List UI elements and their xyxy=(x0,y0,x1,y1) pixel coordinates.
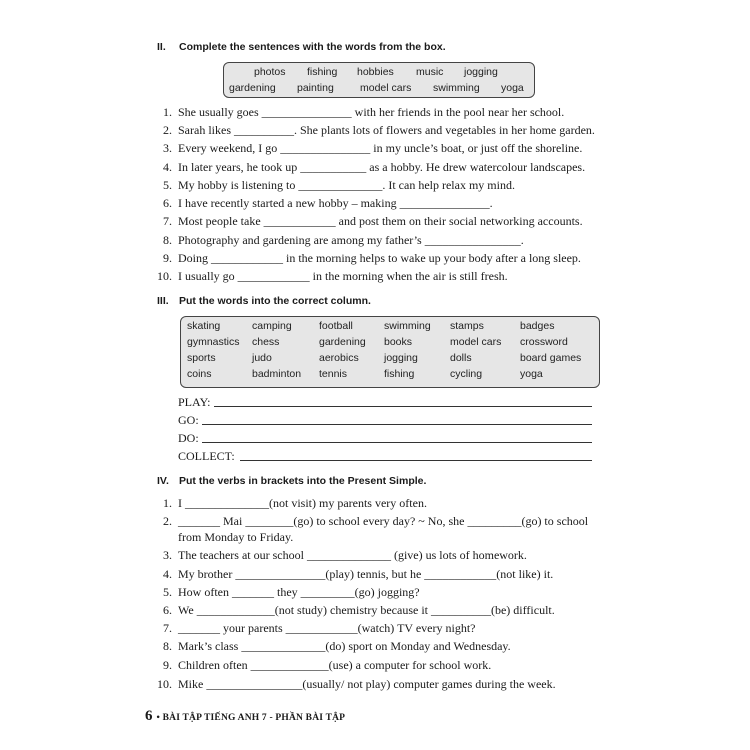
box-word: football xyxy=(319,320,353,332)
word-box-section-2 xyxy=(223,62,535,98)
box-word: board games xyxy=(520,352,582,364)
box-word: cycling xyxy=(450,368,483,380)
exercise-item: 10. Mike ________________(usually/ not play) computer games during the week. xyxy=(157,677,556,691)
answer-line[interactable] xyxy=(202,424,592,425)
answer-line[interactable] xyxy=(214,406,592,407)
exercise-item: 9. Doing ____________ in the morning helps to wake up your body after a long sleep. xyxy=(163,251,581,265)
box-word: judo xyxy=(252,352,272,364)
box-word: gymnastics xyxy=(187,336,240,348)
column-label-play: PLAY: xyxy=(178,395,211,409)
box-word: jogging xyxy=(384,352,418,364)
exercise-item: 7. _______ your parents ____________(watch) TV every night? xyxy=(163,621,476,635)
box-word: swimming xyxy=(384,320,431,332)
box-word: fishing xyxy=(384,368,415,380)
box-word: tennis xyxy=(319,368,348,380)
exercise-item: 3. The teachers at our school ______________ (give) us lots of homework. xyxy=(163,548,527,562)
exercise-item: 2. _______ Mai ________(go) to school every day? ~ No, she _________(go) to school xyxy=(163,514,589,528)
exercise-item: 4. In later years, he took up ___________ as a hobby. He drew watercolour landscapes. xyxy=(163,160,586,174)
exercise-item: 2. Sarah likes __________. She plants lots of flowers and vegetables in her home garden. xyxy=(163,123,595,137)
column-label-go: GO: xyxy=(178,413,199,427)
section-2-heading xyxy=(157,41,446,53)
box-word: gardening xyxy=(229,82,276,94)
box-word: model cars xyxy=(360,82,412,94)
word-box-section-3 xyxy=(180,316,600,388)
exercise-item: 3. Every weekend, I go _______________ in my uncle’s boat, or just off the shoreline. xyxy=(163,141,583,155)
exercise-item: 5. My hobby is listening to ______________. It can help relax my mind. xyxy=(163,178,515,192)
section-2-number: II. xyxy=(157,41,166,53)
box-word: yoga xyxy=(501,82,524,94)
answer-line[interactable] xyxy=(240,460,592,461)
exercise-item: 6. We _____________(not study) chemistry because it __________(be) difficult. xyxy=(163,603,555,617)
column-label-collect: COLLECT: xyxy=(178,449,235,463)
box-word: crossword xyxy=(520,336,568,348)
column-label-do: DO: xyxy=(178,431,199,445)
exercise-item: 10. I usually go ____________ in the morning when the air is still fresh. xyxy=(157,269,508,283)
section-4-heading xyxy=(157,475,426,487)
box-word: hobbies xyxy=(357,66,394,78)
box-word: badges xyxy=(520,320,555,332)
box-word: jogging xyxy=(464,66,498,78)
box-word: stamps xyxy=(450,320,484,332)
section-3-heading xyxy=(157,295,371,307)
book-title: • BÀI TẬP TIẾNG ANH 7 - PHẦN BÀI TẬP xyxy=(156,713,346,723)
page-number: 6 xyxy=(145,708,153,724)
box-word: gardening xyxy=(319,336,366,348)
box-word: yoga xyxy=(520,368,543,380)
exercise-item: 1. I ______________(not visit) my parents very often. xyxy=(163,496,427,510)
exercise-item: 8. Photography and gardening are among my father’s ________________. xyxy=(163,233,524,247)
section-4-title: Put the verbs in brackets into the Present Simple. xyxy=(179,475,427,487)
exercise-item: 6. I have recently started a new hobby – making _______________. xyxy=(163,196,493,210)
section-4-number: IV. xyxy=(157,475,169,487)
exercise-item: 4. My brother _______________(play) tennis, but he ____________(not like) it. xyxy=(163,567,554,581)
page-footer xyxy=(145,707,345,725)
box-word: painting xyxy=(297,82,334,94)
box-word: aerobics xyxy=(319,352,359,364)
box-word: sports xyxy=(187,352,216,364)
box-word: model cars xyxy=(450,336,502,348)
exercise-item: 1. She usually goes _______________ with her friends in the pool near her school. xyxy=(163,105,565,119)
exercise-item: 8. Mark’s class ______________(do) sport on Monday and Wednesday. xyxy=(163,639,511,653)
box-word: coins xyxy=(187,368,212,380)
exercise-item: 9. Children often _____________(use) a computer for school work. xyxy=(163,658,492,672)
box-word: fishing xyxy=(307,66,338,78)
box-word: swimming xyxy=(433,82,480,94)
section-3-title: Put the words into the correct column. xyxy=(179,295,371,307)
box-word: books xyxy=(384,336,413,348)
box-word: camping xyxy=(252,320,292,332)
box-word: skating xyxy=(187,320,221,332)
box-word: badminton xyxy=(252,368,302,380)
section-3-number: III. xyxy=(157,295,169,307)
exercise-item: 7. Most people take ____________ and post them on their social networking accounts. xyxy=(163,214,583,228)
answer-line[interactable] xyxy=(202,442,592,443)
section-2-title: Complete the sentences with the words from the box. xyxy=(179,41,446,53)
exercise-item: from Monday to Friday. xyxy=(178,530,294,544)
box-word: dolls xyxy=(450,352,472,364)
box-word: photos xyxy=(254,66,286,78)
exercise-item: 5. How often _______ they _________(go) jogging? xyxy=(163,585,420,599)
box-word: chess xyxy=(252,336,280,348)
box-word: music xyxy=(416,66,444,78)
